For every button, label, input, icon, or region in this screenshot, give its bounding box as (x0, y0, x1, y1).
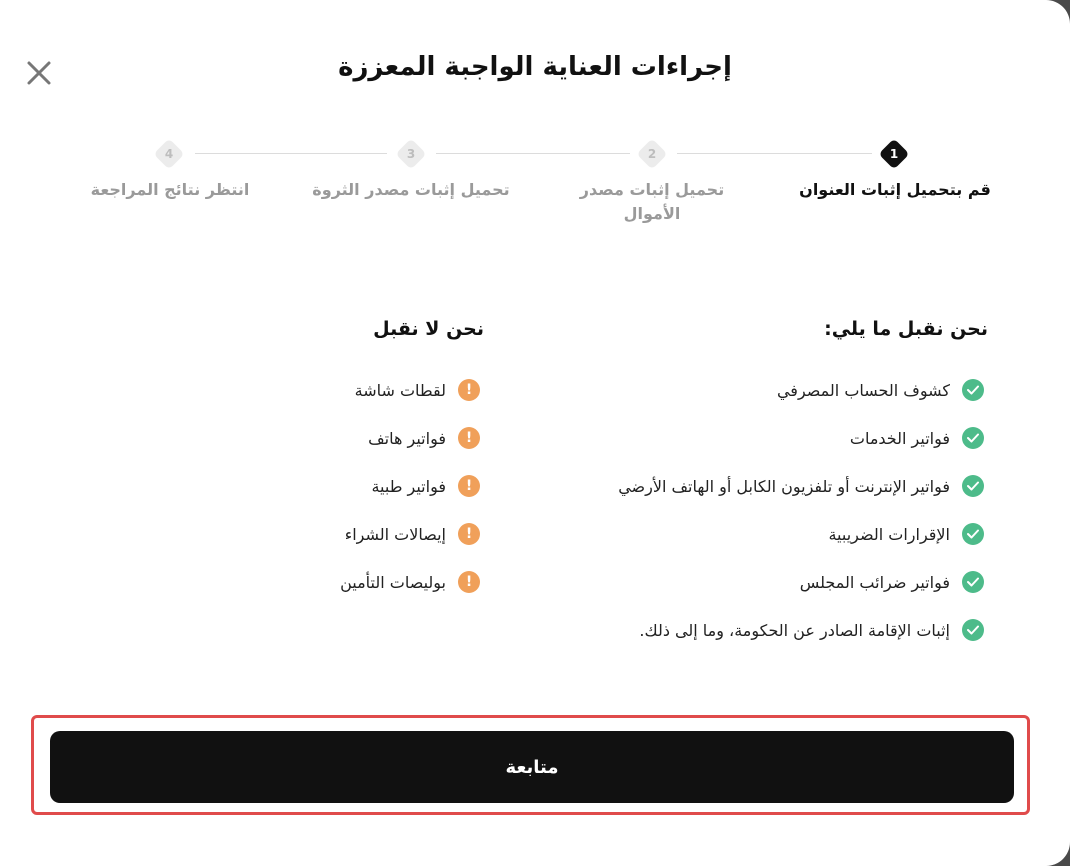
step-2-number: 2 (647, 147, 657, 161)
rejected-item-label: فواتير هاتف (368, 428, 446, 448)
rejected-item (371, 475, 480, 497)
accepted-item (639, 619, 984, 641)
continue-button[interactable]: متابعة (50, 731, 1014, 803)
accepted-title: نحن نقبل ما يلي: (824, 318, 988, 340)
accepted-item-label: كشوف الحساب المصرفي (776, 380, 950, 400)
step-3-number: 3 (406, 147, 416, 161)
accepted-item-label: فواتير الخدمات (849, 428, 950, 448)
exclamation-icon: ! (458, 571, 480, 593)
accepted-item (618, 475, 984, 497)
check-icon (962, 475, 984, 497)
exclamation-icon: ! (458, 523, 480, 545)
step-connector (195, 153, 387, 154)
accepted-item-label: الإقرارات الضريبية (828, 524, 950, 544)
exclamation-icon: ! (458, 427, 480, 449)
rejected-title: نحن لا نقبل (373, 318, 484, 340)
check-icon (962, 523, 984, 545)
rejected-item-label: لقطات شاشة (354, 380, 446, 400)
step-connector (677, 153, 872, 154)
step-4-label: انتظر نتائج المراجعة (90, 180, 250, 199)
exclamation-icon: ! (458, 379, 480, 401)
check-icon (962, 379, 984, 401)
accepted-item (828, 523, 984, 545)
window-corner (1046, 842, 1070, 866)
stepper (0, 0, 1070, 240)
accepted-item (850, 427, 984, 449)
dialog-title: إجراءات العناية الواجبة المعززة (338, 52, 732, 82)
accepted-item (800, 571, 984, 593)
rejected-item (340, 571, 480, 593)
rejected-item (368, 427, 480, 449)
step-2-label: تحميل إثبات مصدر الأموال (579, 180, 725, 223)
rejected-item-label: فواتير طبية (371, 476, 446, 496)
accepted-item-label: فواتير الإنترنت أو تلفزيون الكابل أو الهاتف الأرضي (618, 476, 950, 496)
check-icon (962, 619, 984, 641)
rejected-item-label: بوليصات التأمين (340, 572, 446, 592)
step-1-label: قم بتحميل إثبات العنوان (799, 180, 991, 199)
rejected-item-label: إيصالات الشراء (344, 524, 446, 544)
step-3-label: تحميل إثبات مصدر الثروة (312, 180, 510, 199)
check-icon (962, 571, 984, 593)
accepted-item-label: فواتير ضرائب المجلس (799, 572, 950, 592)
step-4-number: 4 (164, 147, 174, 161)
exclamation-icon: ! (458, 475, 480, 497)
step-1-number: 1 (889, 147, 899, 161)
rejected-item (345, 523, 480, 545)
rejected-item (355, 379, 480, 401)
accepted-item-label: إثبات الإقامة الصادر عن الحكومة، وما إلى ذلك. (639, 620, 950, 640)
accepted-item (777, 379, 984, 401)
check-icon (962, 427, 984, 449)
step-connector (436, 153, 630, 154)
